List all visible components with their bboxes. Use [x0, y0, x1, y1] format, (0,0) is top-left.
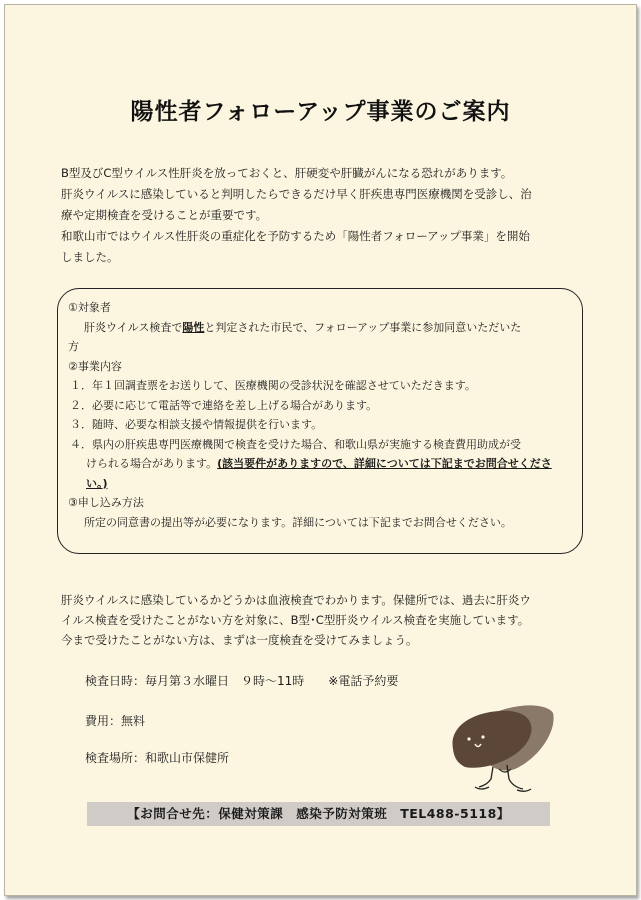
outro-line: イルス検査を受けたことがない方を対象に、B型･C型肝炎ウイルス検査を実施しています。	[61, 613, 530, 627]
target-text-part: と判定された市民で、フォローアップ事業に参加同意いただいた	[204, 320, 522, 334]
content-heading: ②事業内容	[68, 359, 122, 373]
item4-text: けられる場合があります。	[86, 457, 218, 470]
apply-heading: ③申し込み方法	[68, 496, 144, 509]
content-item: ４．県内の肝疾患専門医療機関で検査を受けた場合、和歌山県が実施する検査費用助成が受	[70, 437, 521, 451]
apply-text: 所定の同意書の提出等が必要になります。詳細については下記までお問合せください。	[84, 515, 512, 529]
testing-paragraph	[61, 590, 591, 650]
flyer-page	[4, 4, 637, 896]
intro-line: 和歌山市ではウイルス性肝炎の重症化を予防するため「陽性者フォローアップ事業」を開始	[61, 229, 530, 243]
content-item-continued	[68, 474, 572, 494]
outro-line: 今まで受けたことがない方は、まずは一度検査を受けてみましょう。	[61, 633, 418, 647]
target-text	[68, 318, 572, 338]
intro-line: B型及びC型ウイルス性肝炎を放っておくと、肝硬変や肝臓がんになる恐れがあります。	[61, 166, 513, 180]
program-details-box	[57, 288, 583, 554]
item4-emphasis: (該当要件がありますので、詳細については下記までお問合せくださ	[217, 457, 552, 470]
outro-line: 肝炎ウイルスに感染しているかどうかは血液検査でわかります。保健所では、過去に肝炎ウ	[61, 593, 531, 607]
target-text-part: 肝炎ウイルス検査で	[84, 320, 183, 334]
item4-emphasis-end: い。)	[86, 476, 108, 490]
contact-info: 【お問合せ先：保健対策課 感染予防対策班 TEL488-5118】	[87, 802, 550, 826]
liver-character-icon	[445, 699, 557, 795]
target-heading: ①対象者	[68, 301, 111, 314]
test-fee: 費用：無料	[85, 714, 146, 728]
content-item-continued	[68, 454, 572, 474]
target-text-continued: 方	[68, 340, 79, 353]
intro-line: しました。	[61, 250, 119, 264]
intro-line: 療や定期検査を受けることが重要です。	[61, 208, 268, 222]
positive-emphasis: 陽性	[182, 320, 205, 334]
content-item: ３．随時、必要な相談支援や情報提供を行います。	[70, 418, 323, 431]
test-datetime: 検査日時：毎月第３水曜日 ９時～11時 ※電話予約要	[85, 674, 399, 688]
intro-line: 肝炎ウイルスに感染していると判明したらできるだけ早く肝疾患専門医療機関を受診し、治	[61, 187, 532, 201]
intro-paragraph	[61, 163, 591, 268]
content-item: １．年１回調査票をお送りして、医療機関の受診状況を確認させていただきます。	[70, 379, 476, 392]
page-title: 陽性者フォローアップ事業のご案内	[130, 99, 511, 125]
content-item: ２．必要に応じて電話等で連絡を差し上げる場合があります。	[70, 398, 378, 412]
test-place: 検査場所：和歌山市保健所	[85, 751, 230, 765]
